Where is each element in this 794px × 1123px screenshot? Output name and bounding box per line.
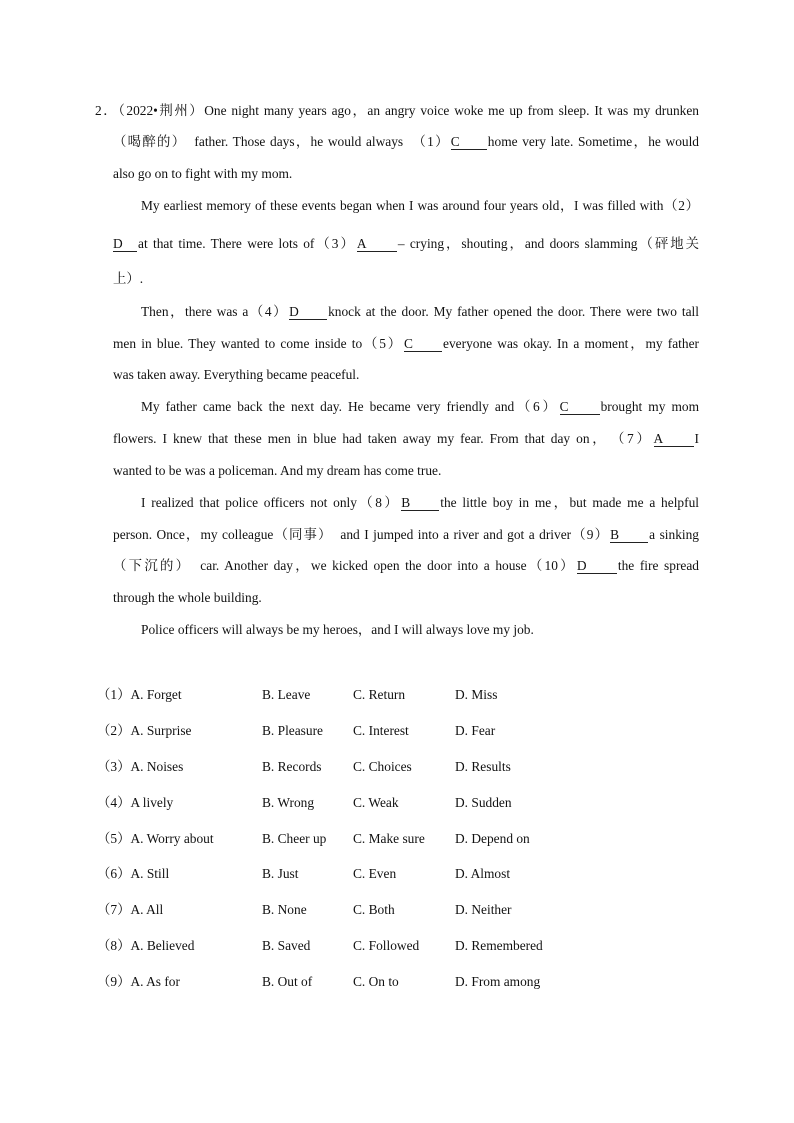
answer-blank-6: C	[560, 399, 600, 415]
option-c: C. Even	[353, 866, 397, 881]
passage-line: also go on to fight with my mom.	[113, 166, 293, 181]
answer-blank-1: C	[451, 134, 487, 150]
answer-blank-7: A	[654, 431, 694, 447]
option-a: （3）A. Noises	[97, 759, 184, 774]
option-d: D. Miss	[455, 687, 498, 702]
option-d: D. Sudden	[455, 795, 512, 810]
answer-blank-10: D	[577, 558, 617, 574]
option-c: C. Interest	[353, 723, 409, 738]
option-a: （6）A. Still	[97, 866, 170, 881]
option-a: （9）A. As for	[97, 974, 180, 989]
option-b: B. Out of	[262, 974, 313, 989]
option-d: D. Almost	[455, 866, 511, 881]
option-a: （5）A. Worry about	[97, 831, 214, 846]
option-a: （4）A lively	[97, 795, 174, 810]
passage-line: My earliest memory of these events began when I was around four years old，I was filled with（2）	[141, 198, 699, 213]
answer-blank-9: B	[610, 527, 648, 543]
option-row	[0, 686, 794, 704]
option-c: C. Return	[353, 687, 406, 702]
option-b: B. Saved	[262, 938, 311, 953]
passage-line: Police officers will always be my heroes，and I will always love my job.	[141, 622, 534, 637]
option-b: B. Cheer up	[262, 831, 327, 846]
option-d: D. Results	[455, 759, 511, 774]
answer-blank-8: B	[401, 495, 439, 511]
option-b: B. Records	[262, 759, 322, 774]
option-row	[0, 794, 794, 812]
passage-line: D at that time. There were lots of（3）A – crying，shouting，and doors slamming（砰地关	[113, 236, 700, 251]
option-b: B. Just	[262, 866, 299, 881]
option-a: （7）A. All	[97, 902, 164, 917]
answer-blank-5: C	[404, 336, 442, 352]
option-row	[0, 865, 794, 883]
passage-line: person. Once，my colleague（同事） and I jumped into a river and got a driver（9）B a sinking	[113, 527, 699, 542]
option-c: C. Make sure	[353, 831, 425, 846]
option-c: C. Weak	[353, 795, 399, 810]
option-b: B. Leave	[262, 687, 311, 702]
option-a: （1）A. Forget	[97, 687, 182, 702]
passage-line: men in blue. They wanted to come inside to（5）C everyone was okay. In a moment，my father	[113, 336, 699, 351]
passage-line: Then，there was a（4）D knock at the door. My father opened the door. There were two tall	[141, 304, 699, 319]
option-row	[0, 973, 794, 991]
option-row	[0, 901, 794, 919]
option-c: C. Choices	[353, 759, 412, 774]
option-b: B. Pleasure	[262, 723, 323, 738]
option-a: （2）A. Surprise	[97, 723, 192, 738]
passage-line: （喝醉的） father. Those days，he would always （1）C home very late. Sometime，he would	[113, 134, 699, 149]
option-d: D. Remembered	[455, 938, 543, 953]
option-d: D. From among	[455, 974, 541, 989]
option-row	[0, 830, 794, 848]
option-c: C. Both	[353, 902, 395, 917]
option-d: D. Fear	[455, 723, 496, 738]
passage-line: I realized that police officers not only（8）B the little boy in me，but made me a helpful	[141, 495, 699, 510]
passage-line: flowers. I knew that these men in blue had taken away my fear. From that day on， （7）A I	[113, 431, 699, 446]
question-source: （2022•荆州）	[118, 103, 205, 118]
passage-line: wanted to be was a policeman. And my dream has come true.	[113, 463, 442, 478]
answer-blank-4: D	[289, 304, 327, 320]
option-d: D. Depend on	[455, 831, 530, 846]
passage-line	[95, 102, 699, 120]
passage-text: One night many years ago，an angry voice woke me up from sleep. It was my drunken	[204, 103, 699, 118]
option-b: B. None	[262, 902, 307, 917]
passage-line: My father came back the next day. He became very friendly and（6）C brought my mom	[141, 399, 699, 414]
option-a: （8）A. Believed	[97, 938, 195, 953]
option-row	[0, 722, 794, 740]
option-b: B. Wrong	[262, 795, 315, 810]
passage-line: through the whole building.	[113, 590, 262, 605]
passage-line: was taken away. Everything became peaceful.	[113, 367, 360, 382]
answer-blank-2: D	[113, 236, 137, 252]
answer-blank-3: A	[357, 236, 397, 252]
option-row	[0, 758, 794, 776]
passage-line: （下沉的） car. Another day，we kicked open the door into a house（10）D the fire spread	[113, 558, 699, 573]
option-d: D. Neither	[455, 902, 512, 917]
passage-line: 上）.	[113, 271, 144, 286]
question-number: 2．	[95, 103, 119, 118]
option-c: C. Followed	[353, 938, 420, 953]
option-row	[0, 937, 794, 955]
option-c: C. On to	[353, 974, 399, 989]
